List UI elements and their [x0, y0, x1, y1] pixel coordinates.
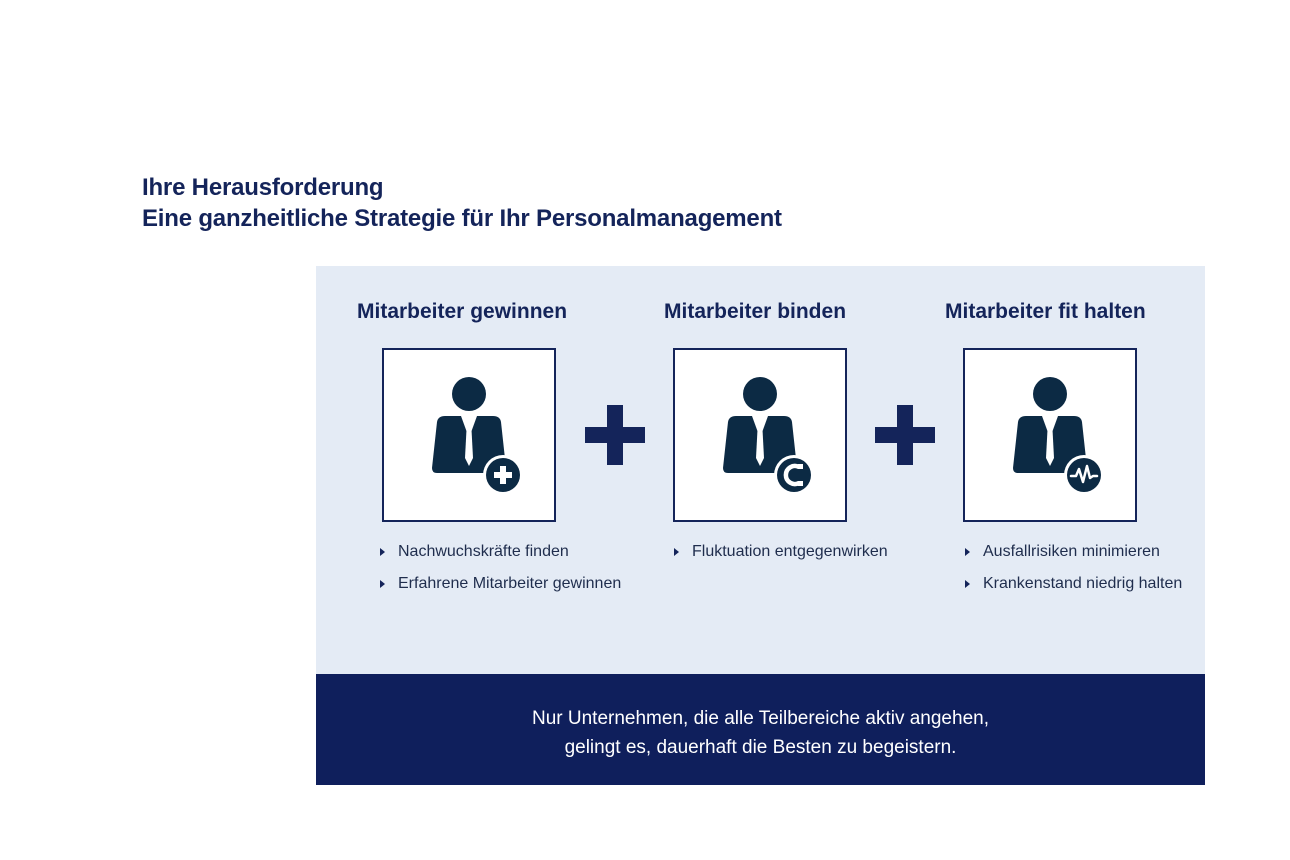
person-plus-icon: [384, 350, 554, 520]
column-heading-fit-halten: Mitarbeiter fit halten: [945, 300, 1146, 323]
page-subtitle: Eine ganzheitliche Strategie für Ihr Personalmanagement: [142, 205, 782, 232]
plus-icon: [875, 405, 935, 465]
icon-box-gewinnen: [382, 348, 556, 522]
bullet-list-gewinnen: [380, 540, 621, 604]
bullet-text: Erfahrene Mitarbeiter gewinnen: [398, 575, 622, 592]
bullet-arrow-icon: [965, 548, 970, 556]
bullet-text: Fluktuation entgegenwirken: [692, 543, 888, 560]
list-item: [965, 572, 1182, 604]
bullet-list-binden: [674, 540, 888, 572]
bullet-arrow-icon: [380, 580, 385, 588]
bullet-list-fit-halten: [965, 540, 1182, 604]
page-title: Ihre Herausforderung: [142, 174, 384, 201]
banner-line-1: Nur Unternehmen, die alle Teilbereiche aktiv angehen,: [532, 708, 989, 729]
banner-line-2: gelingt es, dauerhaft die Besten zu begeistern.: [564, 737, 957, 758]
list-item: [380, 540, 621, 572]
bullet-arrow-icon: [674, 548, 679, 556]
bullet-text: Krankenstand niedrig halten: [983, 575, 1183, 592]
icon-box-fit-halten: [963, 348, 1137, 522]
bullet-arrow-icon: [965, 580, 970, 588]
list-item: [380, 572, 621, 604]
bullet-text: Ausfallrisiken minimieren: [983, 543, 1160, 560]
person-magnet-icon: [675, 350, 845, 520]
column-heading-binden: Mitarbeiter binden: [664, 300, 847, 323]
title-block: [142, 172, 782, 234]
person-pulse-icon: [965, 350, 1135, 520]
plus-icon: [585, 405, 645, 465]
bullet-arrow-icon: [380, 548, 385, 556]
column-heading-gewinnen: Mitarbeiter gewinnen: [357, 300, 568, 323]
bullet-text: Nachwuchskräfte finden: [398, 543, 569, 560]
conclusion-banner: [316, 674, 1205, 785]
list-item: [674, 540, 888, 572]
icon-box-binden: [673, 348, 847, 522]
list-item: [965, 540, 1182, 572]
